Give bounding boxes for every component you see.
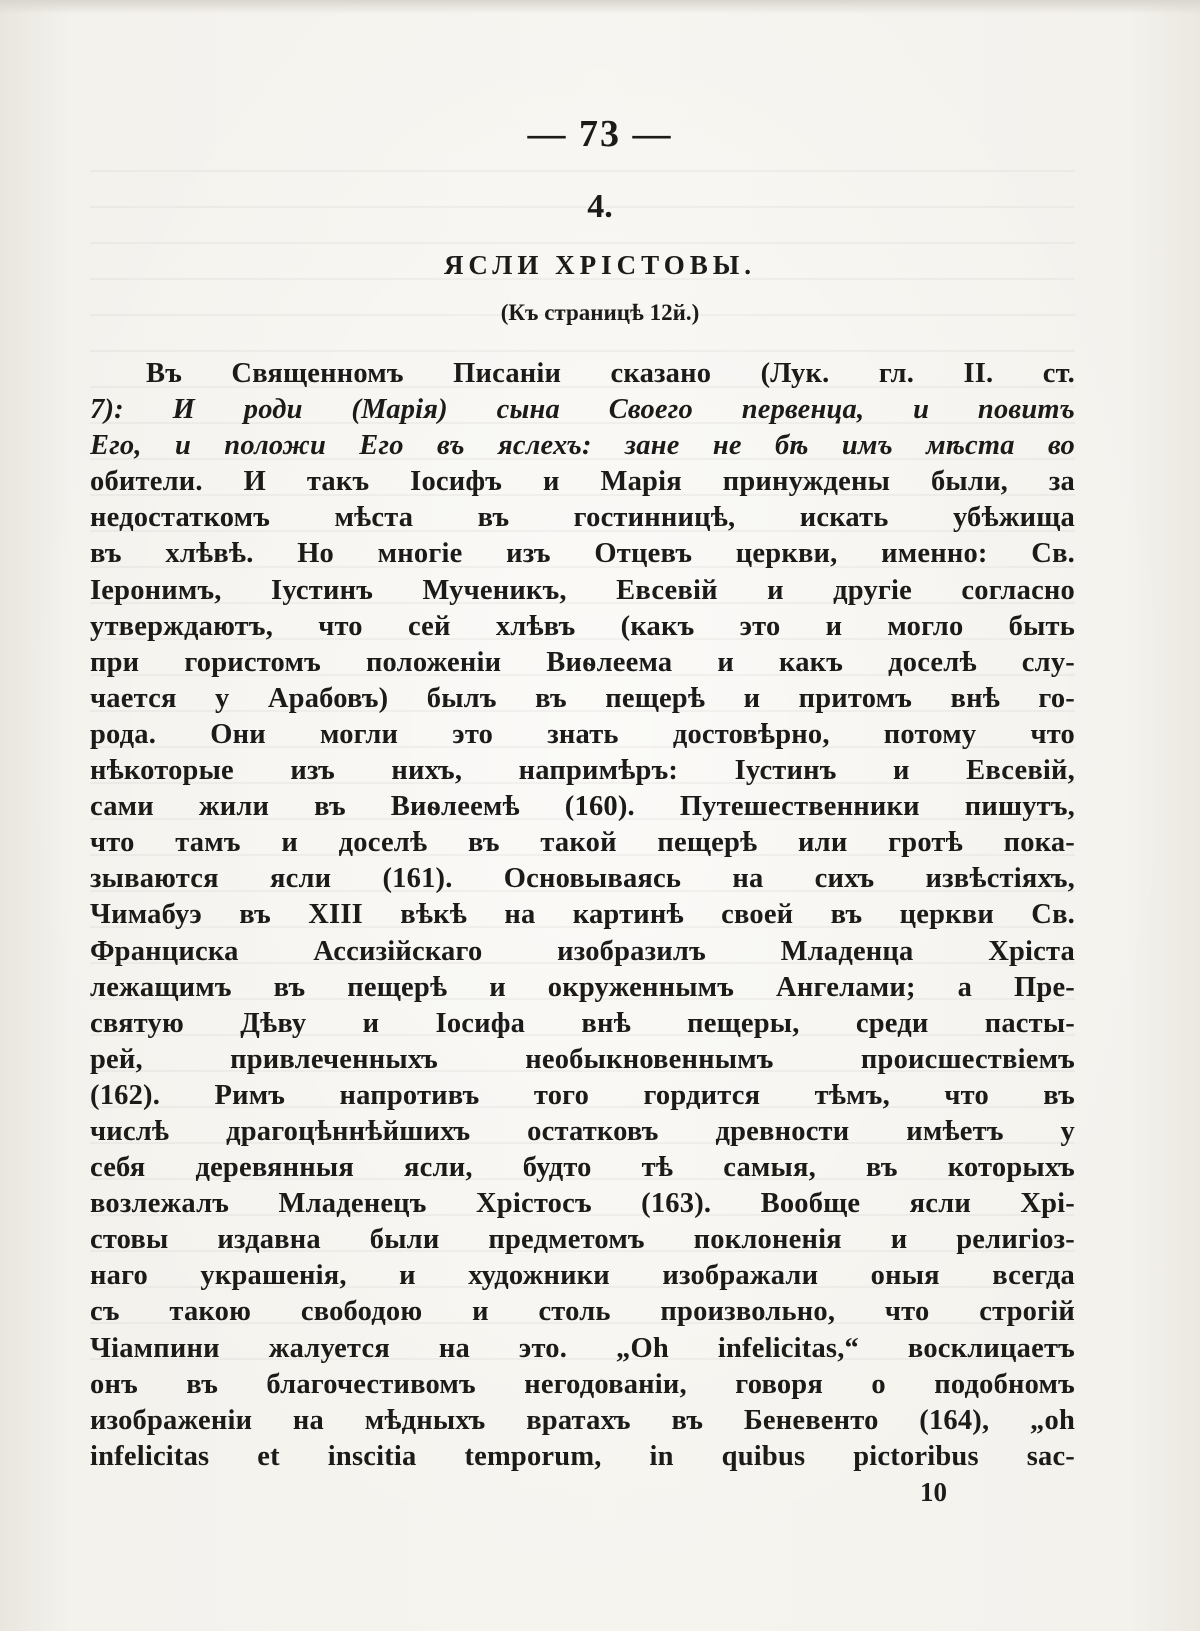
section-number: 4. bbox=[587, 188, 613, 225]
text-line: Въ Священномъ Писаніи сказано (Лук. гл. II. ст. bbox=[146, 358, 1075, 389]
text-line: (162). Римъ напротивъ того гордится тѣмъ, что въ bbox=[90, 1079, 1075, 1111]
text-line: зываются ясли (161). Основываясь на сихъ извѣстіяхъ, bbox=[90, 863, 1075, 895]
text-line: обители. И такъ Іосифъ и Марія принуждены были, за bbox=[90, 466, 1075, 498]
text-line: изображеніи на мѣдныхъ вратахъ въ Беневенто (164), „oh bbox=[90, 1404, 1075, 1436]
text-line: Его, и положи Его въ яслехъ: зане не бѣ имъ мѣста во bbox=[90, 430, 1075, 462]
text-line: infelicitas et inscitia temporum, in quibus pictoribus sac- bbox=[90, 1440, 1075, 1472]
text-line: недостаткомъ мѣста въ гостинницѣ, искать убѣжища bbox=[90, 502, 1075, 534]
text-line: утверждаютъ, что сей хлѣвъ (какъ это и могло быть bbox=[90, 610, 1075, 642]
text-line: съ такою свободою и столь произвольно, что строгій bbox=[90, 1296, 1075, 1328]
text-line: Франциска Ассизійскаго изобразилъ Младенца Хріста bbox=[90, 935, 1075, 967]
text-line: стовы издавна были предметомъ поклоненія и религіоз- bbox=[90, 1224, 1075, 1256]
text-line: 7): И роди (Марія) сына Своего первенца, и повитъ bbox=[90, 394, 1075, 426]
text-line: наго украшенія, и художники изображали оныя всегда bbox=[90, 1260, 1075, 1292]
section-reference: (Къ страницѣ 12й.) bbox=[500, 300, 700, 325]
text-line: числѣ драгоцѣннѣйшихъ остатковъ древности имѣетъ у bbox=[90, 1115, 1075, 1147]
text-line: Чимабуэ въ XIII вѣкѣ на картинѣ своей въ церкви Св. bbox=[90, 899, 1075, 931]
text-line: чается у Арабовъ) былъ въ пещерѣ и притомъ внѣ го- bbox=[90, 682, 1075, 714]
text-line: при гористомъ положеніи Виѳлеема и какъ доселѣ слу- bbox=[90, 646, 1075, 678]
text-line: Іеронимъ, Іустинъ Мученикъ, Евсевій и другіе согласно bbox=[90, 574, 1075, 606]
text-line: возлежалъ Младенецъ Хрістосъ (163). Вообще ясли Хрі- bbox=[90, 1188, 1075, 1220]
section-title: ЯСЛИ ХРІСТОВЫ. bbox=[443, 250, 757, 280]
sheet-signature: 10 bbox=[920, 1477, 947, 1507]
text-line: рода. Они могли это знать достовѣрно, потому что bbox=[90, 718, 1075, 750]
page-number: — 73 — bbox=[527, 113, 673, 155]
text-line: рей, привлеченныхъ необыкновеннымъ происшествіемъ bbox=[90, 1043, 1075, 1075]
text-line: онъ въ благочестивомъ негодованіи, говоря о подобномъ bbox=[90, 1368, 1075, 1400]
text-line: сами жили въ Виѳлеемѣ (160). Путешественники пишутъ, bbox=[90, 791, 1075, 823]
text-line: нѣкоторые изъ нихъ, напримѣръ: Іустинъ и Евсевій, bbox=[90, 755, 1075, 787]
text-line: лежащимъ въ пещерѣ и окруженнымъ Ангелами; а Пре- bbox=[90, 971, 1075, 1003]
text-line: въ хлѣвѣ. Но многіе изъ Отцевъ церкви, именно: Св. bbox=[90, 538, 1075, 570]
text-line: святую Дѣву и Іосифа внѣ пещеры, среди пасты- bbox=[90, 1007, 1075, 1039]
text-line: что тамъ и доселѣ въ такой пещерѣ или гротѣ пока- bbox=[90, 827, 1075, 859]
body-text bbox=[90, 356, 1075, 1475]
page-top-edge bbox=[0, 0, 1200, 14]
text-line: себя деревянныя ясли, будто тѣ самыя, въ которыхъ bbox=[90, 1152, 1075, 1184]
text-line: Чіампини жалуется на это. „Oh infelicitas,“ восклицаетъ bbox=[90, 1332, 1075, 1364]
